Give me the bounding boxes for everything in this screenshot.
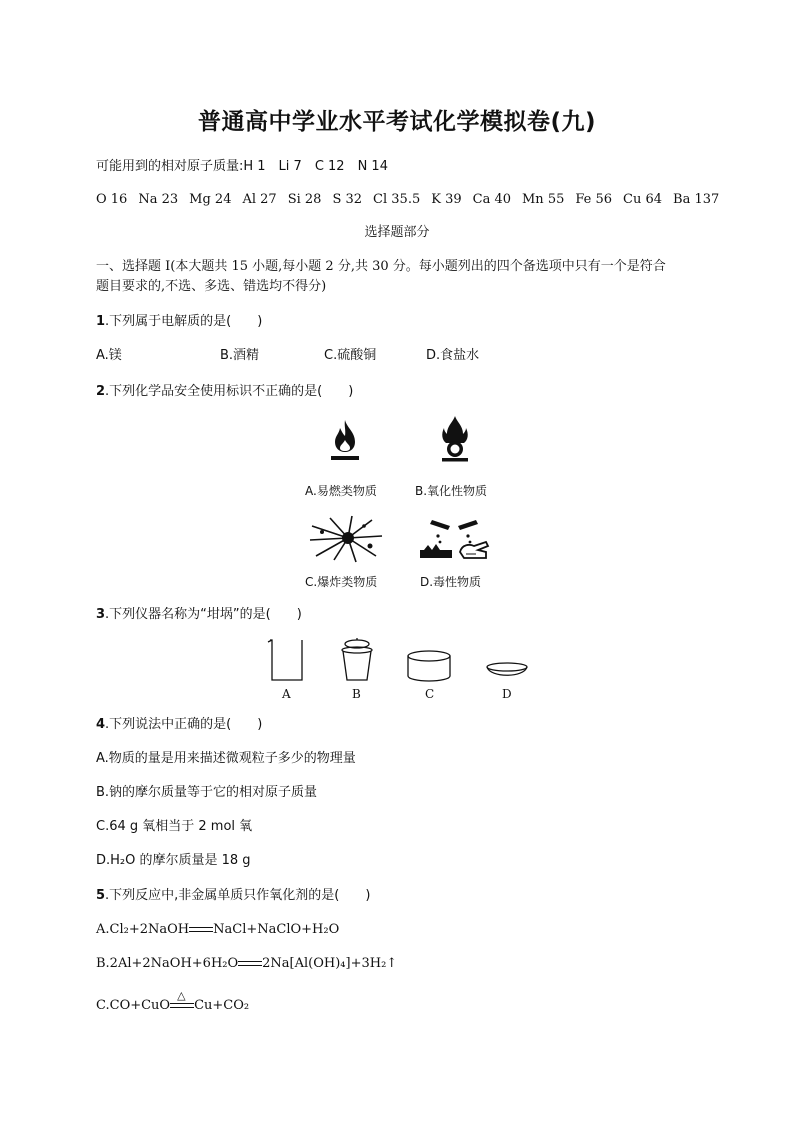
- atomic-mass-item: Mg 24: [189, 192, 232, 207]
- question-stem: .下列仪器名称为“坩埚”的是( ): [105, 607, 302, 622]
- caption-a: A.易燃类物质: [305, 484, 377, 498]
- atomic-mass-item: Ca 40: [472, 192, 511, 207]
- part-intro-line-1: 一、选择题 Ⅰ(本大题共 15 小题,每小题 2 分,共 30 分。每小题列出的四个备选项中只有一个是符合: [96, 259, 666, 274]
- option-b: [96, 955, 397, 973]
- question-number: 5: [96, 888, 106, 903]
- label-a: A: [282, 687, 291, 701]
- explosive-icon: [308, 514, 384, 564]
- atomic-mass-item: Fe 56: [575, 192, 613, 207]
- question-number: 2: [96, 384, 106, 399]
- question-4: [96, 716, 262, 734]
- atomic-mass-item: Na 23: [138, 192, 179, 207]
- option-a: [96, 921, 339, 939]
- atomic-mass-item: K 39: [431, 192, 462, 207]
- question-stem: .下列说法中正确的是( ): [105, 717, 263, 732]
- option-d: D.H₂O 的摩尔质量是 18 g: [96, 853, 251, 868]
- label-b: B: [352, 687, 361, 701]
- question-1-options: [96, 347, 479, 365]
- caption-c: C.爆炸类物质: [305, 575, 378, 589]
- equals-sign: [189, 925, 213, 935]
- question-stem: .下列化学品安全使用标识不正确的是( ): [105, 384, 354, 399]
- atomic-mass-item: Mn 55: [522, 192, 565, 207]
- question-number: 4: [96, 717, 106, 732]
- reactants: A.Cl₂+2NaOH: [96, 922, 190, 937]
- atomic-mass-item: Al 27: [242, 192, 277, 207]
- flammable-icon: [327, 418, 363, 466]
- products: Cu+CO₂: [194, 998, 250, 1013]
- option-a: A.物质的量是用来描述微观粒子多少的物理量: [96, 751, 356, 766]
- option-a: A.镁: [96, 348, 122, 363]
- equals-sign: [170, 988, 194, 1011]
- question-5: [96, 887, 370, 905]
- question-stem: .下列反应中,非金属单质只作氧化剂的是( ): [105, 888, 371, 903]
- reactants: B.2Al+2NaOH+6H₂O: [96, 956, 239, 971]
- equals-sign: [238, 959, 262, 969]
- atomic-mass-item: Cl 35.5: [373, 192, 421, 207]
- cylinder-dish-icon: [404, 648, 454, 686]
- atomic-mass-item: Ba 137: [673, 192, 720, 207]
- atomic-mass-line-2: [96, 191, 730, 209]
- question-number: 1: [96, 314, 106, 329]
- question-3: [96, 606, 302, 624]
- option-c: [96, 988, 250, 1015]
- beaker-icon: [266, 636, 306, 684]
- question-1: [96, 313, 262, 331]
- atomic-mass-line-1: 可能用到的相对原子质量:H 1 Li 7 C 12 N 14: [96, 159, 388, 174]
- section-header: 选择题部分: [364, 225, 430, 240]
- question-number: 3: [96, 607, 106, 622]
- option-c: C.64 g 氧相当于 2 mol 氧: [96, 819, 253, 834]
- option-b: B.酒精: [220, 348, 260, 363]
- label-c: C: [425, 687, 435, 701]
- caption-b: B.氧化性物质: [415, 484, 488, 498]
- reactants: C.CO+CuO: [96, 998, 171, 1013]
- atomic-mass-item: S 32: [332, 192, 363, 207]
- evaporating-dish-icon: [484, 660, 530, 686]
- atomic-mass-item: Cu 64: [623, 192, 663, 207]
- question-2: [96, 383, 353, 401]
- option-b: B.钠的摩尔质量等于它的相对原子质量: [96, 785, 318, 800]
- question-stem: .下列属于电解质的是( ): [105, 314, 263, 329]
- part-intro-line-2: 题目要求的,不选、多选、错选均不得分): [96, 279, 327, 294]
- heat-condition: △: [177, 988, 186, 1002]
- oxidizer-icon: [438, 414, 472, 462]
- corrosive-icon: [416, 514, 494, 562]
- caption-d: D.毒性物质: [420, 575, 482, 589]
- products: 2Na[Al(OH)₄]+3H₂↑: [262, 956, 398, 971]
- option-d: D.食盐水: [426, 348, 480, 363]
- atomic-mass-item: O 16: [96, 192, 128, 207]
- products: NaCl+NaClO+H₂O: [213, 922, 340, 937]
- crucible-icon: [338, 636, 376, 684]
- label-d: D: [502, 687, 512, 701]
- atomic-mass-item: Si 28: [287, 192, 322, 207]
- page-title: 普通高中学业水平考试化学模拟卷(九): [197, 109, 597, 135]
- option-c: C.硫酸铜: [324, 348, 377, 363]
